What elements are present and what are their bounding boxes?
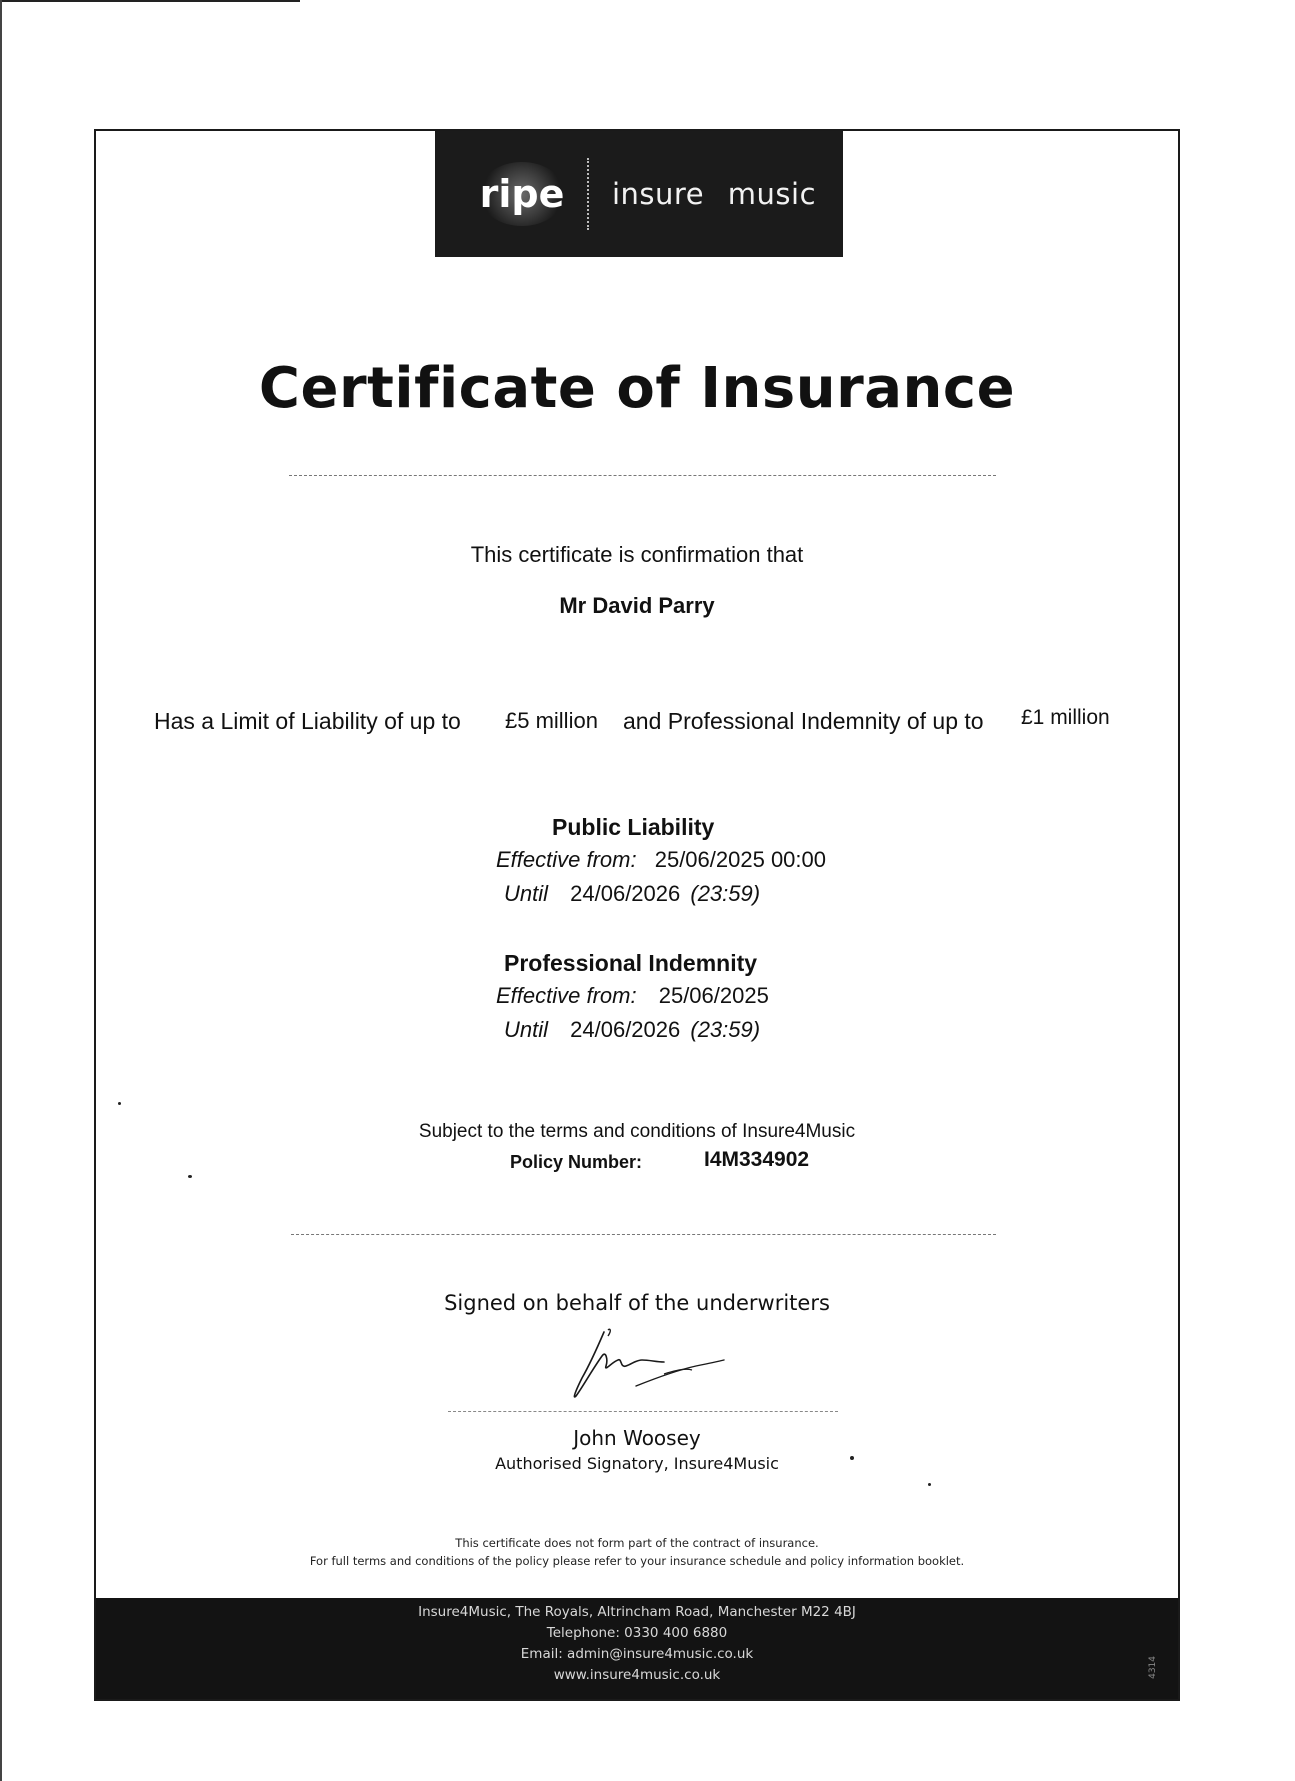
professional-indemnity-until [504, 1017, 760, 1043]
footer-website: www.insure4music.co.uk [553, 1667, 721, 1683]
scan-speck [850, 1456, 854, 1460]
policy-number-line [510, 1148, 810, 1173]
certificate-title: Certificate of Insurance [258, 356, 1016, 421]
divider-bottom [291, 1234, 996, 1235]
until-label: Until [504, 1017, 549, 1042]
footer-side-code: 4314 [1148, 1656, 1158, 1679]
footer-telephone: Telephone: 0330 400 6880 [546, 1625, 728, 1641]
effective-label: Effective from: [496, 983, 637, 1008]
scan-edge-left [0, 0, 2, 1781]
until-label: Until [504, 881, 549, 906]
professional-indemnity-effective [496, 983, 769, 1009]
liability-prefix: Has a Limit of Liability of up to [154, 708, 461, 734]
logo-divider [587, 158, 590, 230]
scan-edge-top [0, 0, 300, 2]
public-liability-heading: Public Liability [552, 814, 715, 840]
public-liability-until [504, 881, 760, 907]
policy-number: I4M334902 [704, 1148, 810, 1171]
scan-speck [118, 1102, 121, 1105]
indemnity-prefix: and Professional Indemnity of up to [623, 708, 984, 734]
policy-number-label: Policy Number: [510, 1152, 643, 1172]
until-time: (23:59) [690, 1017, 761, 1042]
footer-band [96, 1598, 1178, 1699]
certificate [94, 129, 1180, 1701]
scan-speck [928, 1483, 931, 1486]
indemnity-amount: £1 million [1021, 706, 1110, 729]
scan-speck [188, 1175, 192, 1178]
signer-name: John Woosey [573, 1426, 701, 1450]
effective-value: 25/06/2025 00:00 [654, 847, 826, 872]
effective-label: Effective from: [496, 847, 637, 872]
until-date: 24/06/2026 [570, 1017, 681, 1042]
disclaimer-line-1: This certificate does not form part of the contract of insurance. [455, 1536, 819, 1550]
disclaimer-line-2: For full terms and conditions of the policy please refer to your insurance schedule and policy information booklet. [309, 1554, 965, 1568]
signer-role: Authorised Signatory, Insure4Music [495, 1454, 779, 1473]
terms-text: Subject to the terms and conditions of Insure4Music [418, 1121, 856, 1142]
until-date: 24/06/2026 [570, 881, 681, 906]
until-time: (23:59) [690, 881, 761, 906]
confirmation-text: This certificate is confirmation that [470, 542, 804, 567]
footer-address: Insure4Music, The Royals, Altrincham Road, Manchester M22 4BJ [418, 1604, 856, 1620]
logo-banner [435, 131, 843, 257]
public-liability-effective [496, 847, 826, 873]
signed-heading: Signed on behalf of the underwriters [444, 1291, 830, 1315]
ripe-logo: ripe [479, 162, 565, 226]
liability-amount: £5 million [505, 708, 598, 733]
insured-name: Mr David Parry [559, 593, 715, 618]
logo-text: insure music [612, 177, 817, 211]
signature-image [546, 1326, 746, 1406]
footer-email: Email: admin@insure4music.co.uk [520, 1646, 754, 1662]
professional-indemnity-heading: Professional Indemnity [504, 950, 758, 976]
divider-top [289, 475, 996, 476]
effective-value: 25/06/2025 [658, 983, 769, 1008]
signature-line [448, 1411, 838, 1412]
